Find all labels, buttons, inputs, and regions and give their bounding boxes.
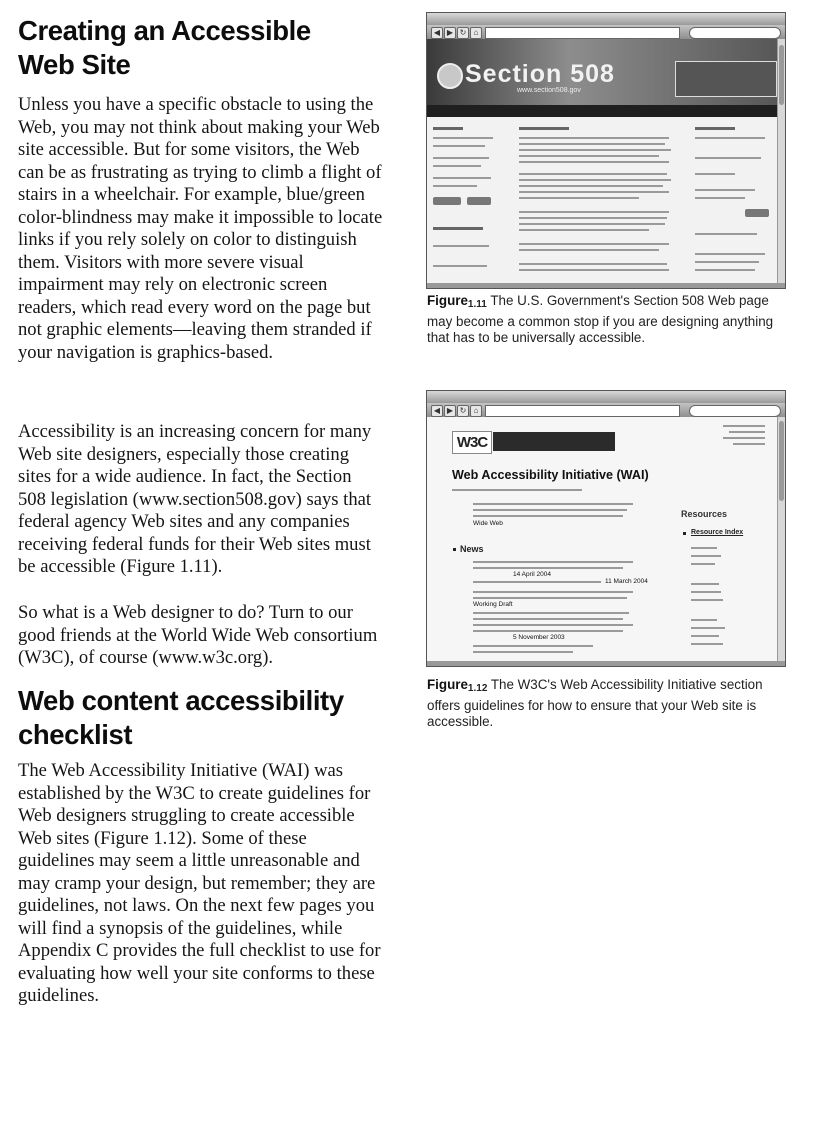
home-icon: ⌂ (470, 405, 482, 417)
heading-accessibility-checklist (18, 684, 388, 752)
back-icon: ◀ (431, 405, 443, 417)
address-bar (485, 27, 680, 39)
caption-text: The W3C's Web Accessibility Initiative section offers guidelines for how to ensure that your Web site is accessible. (427, 677, 763, 729)
figure-1-12-caption (427, 677, 789, 731)
status-bar (427, 283, 785, 288)
wide-web-text: Wide Web (473, 520, 503, 527)
wai-banner (493, 432, 615, 451)
page-area (427, 417, 778, 666)
reload-icon: ↻ (457, 405, 469, 417)
forward-icon: ▶ (444, 27, 456, 39)
section508-logo: Section 508 (465, 60, 615, 88)
section508-logo-url: www.section508.gov (517, 87, 581, 94)
browser-titlebar (427, 391, 785, 403)
figure-1-11-caption (427, 293, 789, 347)
heading-line: checklist (18, 719, 133, 750)
body-paragraph: So what is a Web designer to do? Turn to our good friends at the World Wide Web consortium (W3C), of course (www.w3c.org). (18, 602, 378, 668)
figure-1-12-screenshot (426, 390, 786, 667)
back-icon: ◀ (431, 27, 443, 39)
status-bar (427, 661, 785, 666)
resource-index-link[interactable]: Resource Index (691, 529, 744, 536)
reload-icon: ↻ (457, 27, 469, 39)
wai-page-title: Web Accessibility Initiative (WAI) (452, 468, 649, 482)
news-date: 11 March 2004 (605, 578, 648, 585)
bullet-icon (453, 548, 456, 551)
figure-label: Figure (427, 677, 468, 692)
heading-line: Creating an Accessible (18, 15, 311, 46)
body-paragraph: Accessibility is an increasing concern for many Web site designers, especially those creating sites for a wide audience. In fact, the Section 508 legislation (www.section508.gov) says that federal agency Web sites and any companies receiving federal funds for their Web sites must be accessible (Figure 1.11). (18, 421, 372, 577)
search-field (689, 27, 781, 39)
figure-number: 1.12 (467, 683, 488, 694)
home-icon: ⌂ (470, 27, 482, 39)
seal-icon (437, 63, 463, 89)
heading-line: Web content accessibility (18, 685, 344, 716)
address-bar (485, 405, 680, 417)
scroll-thumb (779, 421, 784, 501)
caption-text: The U.S. Government's Section 508 Web page may become a common stop if you are designing anything that has to be universally accessible. (427, 293, 774, 345)
forward-icon: ▶ (444, 405, 456, 417)
bullet-icon (683, 532, 686, 535)
browser-toolbar (427, 403, 785, 417)
resources-heading: Resources (681, 509, 728, 519)
search-panel (675, 61, 777, 97)
news-date: 5 November 2003 (513, 634, 565, 641)
window-title (427, 14, 785, 21)
window-title (427, 392, 785, 399)
body-paragraph: Unless you have a specific obstacle to using the Web, you may not think about making your Web site accessible. But for some visitors, the Web can be as frustrating as trying to climb a flight of stairs in a wheelchair. For example, blue/green color-blindness may make it impossible to locate links if you rely solely on color to distinguish them. Visitors with more severe visual impairment may rely on electronic screen readers, which read every word on the page but not graphic elements—leaving them stranded if your navigation is graphics-based. (18, 94, 383, 363)
browser-titlebar (427, 13, 785, 25)
figure-label: Figure (427, 293, 468, 308)
site-navigation (427, 105, 785, 117)
body-paragraph: The Web Accessibility Initiative (WAI) was established by the W3C to create guidelines for Web designers struggling to create accessible Web sites (Figure 1.12). Some of these guidelines may seem a little unreasonable and may cramp your design, but remember; they are guidelines, not laws. On the next few pages you will find a synopsis of the guidelines, while Appendix C provides the full checklist to use for evaluating how well your site conforms to these guidelines. (18, 760, 381, 1006)
figure-1-11-screenshot (426, 12, 786, 289)
news-date: 14 April 2004 (513, 571, 551, 578)
working-draft-text: Working Draft (473, 601, 513, 608)
scroll-thumb (779, 45, 784, 105)
scrollbar (777, 39, 785, 288)
section508-banner (427, 39, 785, 105)
scrollbar (777, 417, 785, 666)
heading-line: Web Site (18, 49, 131, 80)
search-field (689, 405, 781, 417)
figure-number: 1.11 (467, 299, 487, 310)
browser-toolbar (427, 25, 785, 39)
w3c-logo: W3C (452, 431, 492, 454)
heading-creating-accessible-site (18, 14, 388, 82)
news-heading: News (460, 544, 484, 554)
